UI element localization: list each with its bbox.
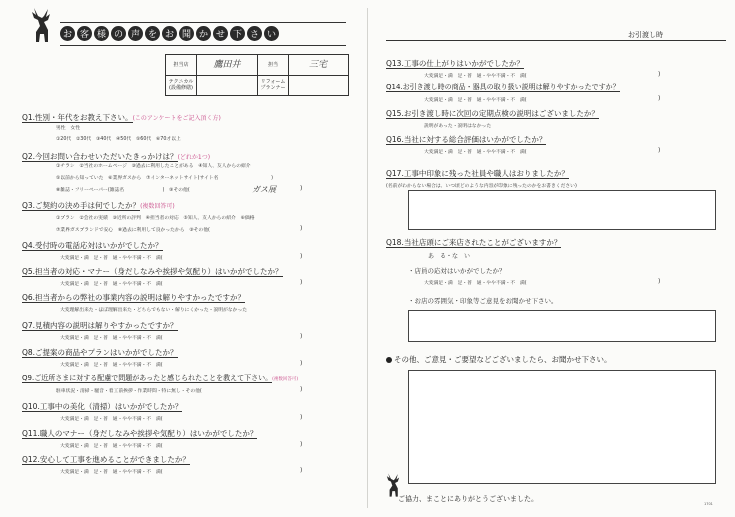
bullet-icon [386,357,392,363]
q3-options-2[interactable]: ⑦業界ガスブランドで安心 ⑧過去に利用して良かったから ⑨その他( [56,228,210,233]
q13-title: Q13.工事の仕上がりはいかがでしたか？ [386,59,524,68]
q7-title: Q7.見積内容の説明は解りやすかったですか？ [22,321,178,330]
staff-info-table [165,54,349,96]
q15-title: Q15.お引き渡し時に次回の定期点検の説明はございましたか？ [386,109,599,118]
q16-close-paren: ) [658,147,661,154]
q2-other-value[interactable]: ガス展 [252,185,276,194]
q12-close-paren: ) [300,467,303,474]
title-char: せ [213,26,228,41]
q17-note: (名前がわからない場合は、いつ頃どのような内容が印象に残ったのかをお書きください) [386,184,577,189]
q18-store-question: ・お店の雰囲気・印象等ご意見をお聞かせ下さい。 [408,297,558,305]
deer-logo-icon [22,6,60,44]
q18-close-paren: ) [658,278,661,285]
form-code: 1701 [704,502,713,506]
q8-scale[interactable]: 大変満足・満 足・普 通・やや不満・不 満( [60,363,163,368]
q16-title: Q16.当社に対する総合評価はいかがでしたか？ [386,135,547,144]
q1-title: Q1.性別・年代をお教え下さい。(このアンケートをご記入頂く方) [22,113,221,122]
q3-close-paren: ) [300,225,303,232]
q13-scale[interactable]: 大変満足・満 足・普 通・やや不満・不 満( [424,74,527,79]
q14-scale[interactable]: 大変満足・満 足・普 通・やや不満・不 満( [424,98,527,103]
q14-title: Q14.お引き渡し時の商品・器具の取り扱い説明は解りやすかったですか？ [386,83,620,91]
q8-close-paren: ) [300,360,303,367]
q2-close-paren: ) [300,185,303,192]
title-char: 聞 [179,26,194,41]
q16-scale[interactable]: 大変満足・満 足・普 通・やや不満・不 満( [424,150,527,155]
title-char: 客 [77,26,92,41]
branch-value[interactable]: 鷹田井 [213,60,241,70]
q1-gender[interactable]: 男性 女性 [56,126,80,131]
q18-scale[interactable]: あ る・な い [428,253,471,260]
q18-title: Q18.当社店頭にご来店されたことがございますか？ [386,238,562,247]
q2-options-1[interactable]: ①チラシ ②当社のホームページ ③過去に利用したことがある ④知人、友人からの紹介 [56,164,251,169]
other-title: その他、ご意見・ご要望などございましたら、お聞かせ下さい。 [386,354,612,365]
q17-answer-box[interactable] [408,190,716,230]
page-title [60,22,279,44]
q13-close-paren: ) [658,71,661,78]
q12-scale[interactable]: 大変満足・満 足・普 通・やや不満・不 満( [60,470,163,475]
other-answer-box[interactable] [408,370,716,484]
q8-title: Q8.ご提案の商品やプランはいかがでしたか？ [22,348,178,357]
q7-close-paren: ) [300,333,303,340]
q6-scale[interactable]: 大変理解出来た・ほぼ理解出来た・どちらでもない・解りにくかった・説明がなかった [60,308,248,313]
q10-title: Q10.工事中の美化（清掃）はいかがでしたか？ [22,402,183,411]
title-char: の [111,26,126,41]
q5-scale[interactable]: 大変満足・満 足・普 通・やや不満・不 満( [60,282,163,287]
q11-title: Q11.職人のマナー（身だしなみや挨拶や気配り）はいかがでしたか？ [22,429,258,438]
q4-title: Q4.受付時の電話応対はいかがでしたか？ [22,241,163,250]
q9-close-paren: ) [300,386,303,393]
title-char: お [162,26,177,41]
title-char: い [264,26,279,41]
q2-options-2[interactable]: ⑤以前から知っていた ⑥業界ガスから ⑦インターネットサイト(サイト名 ) [56,176,274,181]
tech-label: テクニカル (設備修繕) [168,79,194,91]
q7-scale[interactable]: 大変満足・満 足・普 通・やや不満・不 満( [60,336,163,341]
q10-close-paren: ) [300,414,303,421]
title-char: を [145,26,160,41]
title-char: お [60,26,75,41]
right-page [368,0,735,517]
q1-ages[interactable]: ①20代 ②30代 ③40代 ④50代 ⑤60代 ⑥70才以上 [56,137,181,142]
header-rule [386,40,726,41]
q9-options[interactable]: 駐車状況・清掃・騒音・着工前挨拶・作業時間・特に無し・その他( [56,389,202,394]
q12-title: Q12.安心して工事を進めることができましたか？ [22,455,190,464]
title-char: 様 [94,26,109,41]
q3-options-1[interactable]: ①プラン ②会社の実績 ③近所の評判 ④担当者の対応 ⑤知人、友人からの紹介 ⑥価格 [56,216,255,221]
q4-scale[interactable]: 大変満足・満 足・普 通・やや不満・不 満( [60,256,163,261]
q6-title: Q6.担当者からの弊社の事業内容の説明は解りやすかったですか？ [22,293,246,302]
q2-options-3[interactable]: ⑧雑誌・フリーペーパー(雑誌名 ) ⑨その他( [56,188,190,193]
q5-title: Q5.担当者の対応・マナー（身だしなみや挨拶や気配り）はいかがでしたか？ [22,267,283,276]
staff-value[interactable]: 三宅 [308,60,327,70]
q10-scale[interactable]: 大変満足・満 足・普 通・やや不満・不 満( [60,417,163,422]
left-page [0,0,367,517]
title-char: か [196,26,211,41]
q2-title: Q2.今回お問い合わせいただいたきっかけは？(どれか1つ) [22,152,211,161]
branch-label: 担当店 [173,62,189,68]
title-char: さ [247,26,262,41]
q3-title: Q3.ご契約の決め手は何でしたか？(複数回答可) [22,201,175,210]
title-char: 声 [128,26,143,41]
q15-scale[interactable]: 説明があった・説明はなかった [424,124,492,129]
title-char: 下 [230,26,245,41]
q18-staff-scale[interactable]: 大変満足・満 足・普 通・やや不満・不 満( [424,281,527,286]
q5-close-paren: ) [300,279,303,286]
reform-label: リフォーム プランナー [260,79,286,91]
delivery-header: お引渡し時 [628,31,663,39]
q11-close-paren: ) [300,441,303,448]
q18-staff-question: ・店員の応対はいかがでしたか？ [408,267,506,275]
q11-scale[interactable]: 大変満足・満 足・普 通・やや不満・不 満( [60,444,163,449]
q4-close-paren: ) [300,253,303,260]
q9-title: Q9.ご近所さまに対する配慮で問題があったと感じられたことを教えて下さい。(複数回答可) [22,374,299,382]
q17-title: Q17.工事中印象に残った社員や職人はおりましたか？ [386,169,569,178]
thanks-message: ご協力、まことにありがとうございました。 [398,495,538,503]
staff-label: 担当 [267,62,278,68]
reform-value[interactable] [289,75,347,95]
q14-close-paren: ) [658,95,661,102]
q18-answer-box[interactable] [408,310,716,342]
tech-value[interactable] [197,75,257,95]
